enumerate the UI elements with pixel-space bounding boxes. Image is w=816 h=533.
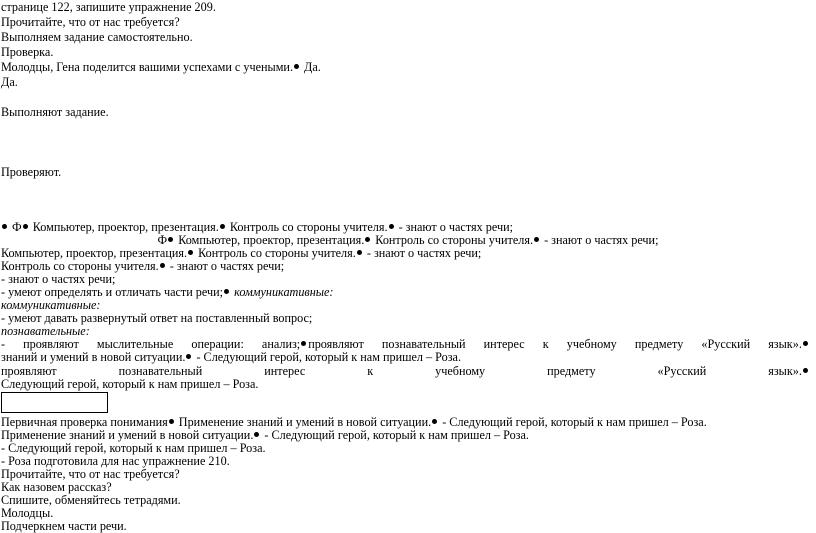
bullet-icon bbox=[301, 341, 306, 346]
text: знаний и умений в новой ситуации. bbox=[1, 350, 186, 364]
text: Да. bbox=[1, 75, 18, 89]
text: - знают о частях речи; bbox=[398, 220, 513, 234]
bullet-icon bbox=[432, 419, 437, 424]
text-line bbox=[1, 311, 810, 325]
text: - умеют давать развернутый ответ на поставленный вопрос; bbox=[1, 311, 313, 325]
text: Применение знаний и умений в новой ситуации. bbox=[1, 428, 254, 442]
text: Контроль со стороны учителя. bbox=[198, 246, 356, 260]
text: - знают о частях речи; bbox=[366, 246, 482, 260]
text-line bbox=[1, 285, 810, 299]
bullet-icon bbox=[220, 224, 225, 229]
word: учебному bbox=[435, 364, 486, 378]
text-line bbox=[1, 15, 810, 29]
text-line bbox=[1, 468, 810, 481]
text-line bbox=[1, 165, 810, 179]
text: коммуникативные: bbox=[1, 298, 101, 312]
bullet-icon bbox=[365, 237, 370, 242]
text: Контроль со стороны учителя. bbox=[229, 220, 388, 234]
bullet-icon bbox=[294, 64, 299, 69]
text: Компьютер, проектор, презентация. bbox=[178, 233, 365, 247]
text-line-justified bbox=[1, 364, 810, 378]
word: язык». bbox=[768, 337, 802, 351]
text: Ф bbox=[12, 220, 22, 234]
bullet-icon bbox=[2, 224, 7, 229]
text: - умеют определять и отличать части речи; bbox=[1, 285, 224, 299]
text-line bbox=[1, 298, 810, 312]
text-line bbox=[1, 246, 810, 260]
bullet-icon bbox=[254, 432, 259, 437]
bullet-icon bbox=[168, 237, 173, 242]
bullet-icon bbox=[23, 224, 28, 229]
text: - Роза подготовила для нас упражнение 210. bbox=[1, 454, 230, 468]
text-line bbox=[1, 350, 810, 364]
text: странице 122, запишите упражнение 209. bbox=[1, 0, 216, 14]
text: - знают о частях речи; bbox=[544, 233, 659, 247]
text: - Следующий герой, который к нам пришел – Роза. bbox=[264, 428, 529, 442]
word: операции: bbox=[191, 337, 244, 351]
text-line bbox=[1, 60, 810, 74]
bullet-icon bbox=[389, 224, 394, 229]
text-line bbox=[1, 45, 810, 59]
text: - Следующий герой, который к нам пришел – Роза. bbox=[442, 415, 707, 429]
text: - Следующий герой, который к нам пришел – Роза. bbox=[196, 350, 461, 364]
word: проявляют bbox=[308, 337, 364, 351]
text: Применение знаний и умений в новой ситуации. bbox=[178, 415, 432, 429]
text: Спишите, обменяйтесь тетрадями. bbox=[1, 493, 181, 507]
bullet-icon bbox=[160, 263, 165, 268]
word: предмету bbox=[634, 337, 684, 351]
word: - bbox=[1, 337, 6, 351]
word: «Русский bbox=[657, 364, 707, 378]
bullet-icon bbox=[169, 419, 174, 424]
word: познавательный bbox=[118, 364, 203, 378]
text: познавательные: bbox=[1, 324, 90, 338]
text: Компьютер, проектор, презентация. bbox=[1, 246, 188, 260]
text: Проверяют. bbox=[1, 165, 62, 179]
text-line bbox=[1, 0, 810, 14]
text-line bbox=[1, 30, 810, 44]
text-line bbox=[1, 259, 810, 273]
text-line bbox=[1, 324, 810, 338]
text: Контроль со стороны учителя. bbox=[375, 233, 534, 247]
text: Как назовем рассказ? bbox=[1, 480, 112, 494]
text-line bbox=[1, 494, 810, 507]
bullet-icon bbox=[803, 341, 808, 346]
bullet-icon bbox=[224, 289, 229, 294]
text-line bbox=[1, 272, 810, 286]
empty-box bbox=[1, 392, 108, 413]
word: интерес bbox=[483, 337, 525, 351]
word: предмету bbox=[547, 364, 596, 378]
word: анализ; bbox=[261, 337, 301, 351]
word: мыслительные bbox=[96, 337, 174, 351]
word: к bbox=[367, 364, 374, 378]
bullet-icon bbox=[188, 250, 193, 255]
text-line bbox=[1, 377, 810, 391]
text: коммуникативные: bbox=[234, 285, 334, 299]
word: «Русский bbox=[701, 337, 751, 351]
word: учебному bbox=[566, 337, 617, 351]
text: - знают о частях речи; bbox=[1, 272, 116, 286]
text: - Следующий герой, который к нам пришел – Роза. bbox=[1, 441, 266, 455]
bullet-icon bbox=[357, 250, 362, 255]
bullet-icon bbox=[186, 354, 191, 359]
word: к bbox=[542, 337, 549, 351]
bullet-icon bbox=[803, 368, 808, 373]
word: язык». bbox=[768, 364, 802, 378]
text: Контроль со стороны учителя. bbox=[1, 259, 159, 273]
word: познавательный bbox=[381, 337, 466, 351]
text-line bbox=[0, 233, 816, 247]
text: Следующий герой, который к нам пришел – Роза. bbox=[1, 377, 259, 391]
text: Прочитайте, что от нас требуется? bbox=[1, 15, 180, 29]
text: Молодцы, Гена поделится вашими успехами с учеными. bbox=[1, 60, 293, 74]
text-line-justified bbox=[1, 337, 810, 351]
text: Да. bbox=[304, 60, 321, 74]
text-line bbox=[1, 105, 810, 119]
text: Выполняют задание. bbox=[1, 105, 109, 119]
text: Проверка. bbox=[1, 45, 54, 59]
text: - знают о частях речи; bbox=[169, 259, 285, 273]
word: проявляют bbox=[23, 337, 79, 351]
word: проявляют bbox=[1, 364, 57, 378]
text: Подчеркнем части речи. bbox=[1, 519, 127, 533]
text-line bbox=[1, 220, 810, 234]
text: Компьютер, проектор, презентация. bbox=[32, 220, 219, 234]
text: Прочитайте, что от нас требуется? bbox=[1, 467, 180, 481]
text: Первичная проверка понимания bbox=[1, 415, 168, 429]
bullet-icon bbox=[534, 237, 539, 242]
text-line bbox=[1, 520, 810, 533]
word: интерес bbox=[264, 364, 306, 378]
text: Выполняем задание самостоятельно. bbox=[1, 30, 193, 44]
text: Ф bbox=[157, 233, 168, 247]
text-line bbox=[1, 75, 810, 89]
text: Молодцы. bbox=[1, 506, 54, 520]
